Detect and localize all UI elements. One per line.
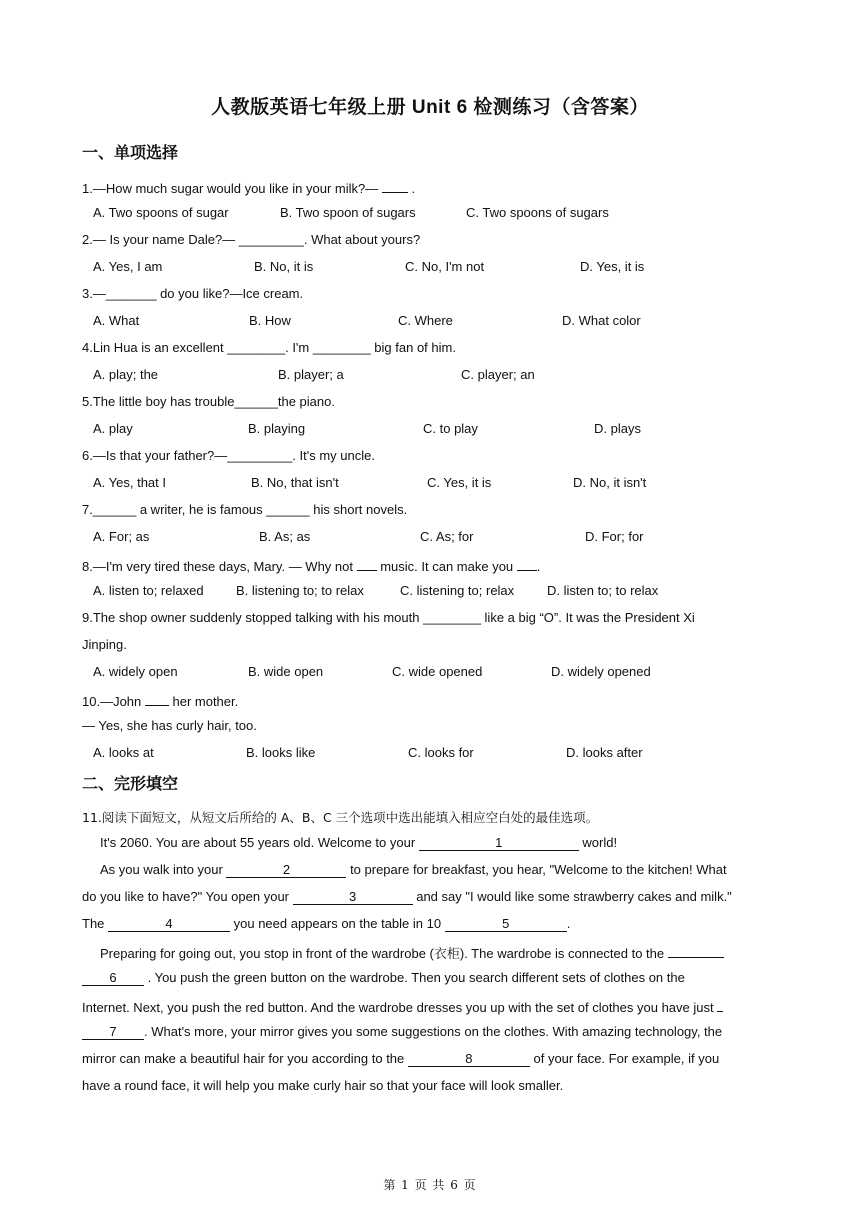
document-title: 人教版英语七年级上册 Unit 6 检测练习（含答案）	[211, 97, 649, 118]
question-10: 10.—John her mother.	[82, 691, 238, 709]
option-a: A. listen to; relaxed	[93, 583, 204, 598]
blank-2: 2	[226, 863, 346, 878]
option-a: A. looks at	[93, 745, 154, 760]
question-1: 1.—How much sugar would you like in your milk?— .	[82, 178, 415, 196]
question-11-instruction: 11.阅读下面短文，从短文后所给的 A、B、C 三个选项中选出能填入相应空白处的最佳选项。	[82, 810, 599, 825]
passage-line-5: Preparing for going out, you stop in front of the wardrobe (衣柜). The wardrobe is connected to the	[100, 943, 724, 962]
option-d: D. widely opened	[551, 664, 651, 679]
option-a: A. Yes, that I	[93, 475, 166, 490]
passage-line-9: mirror can make a beautiful hair for you according to the 8 of your face. For example, if you	[82, 1051, 720, 1066]
question-8-options	[93, 583, 793, 601]
question-8: 8.—I'm very tired these days, Mary. — Why not music. It can make you .	[82, 556, 540, 574]
blank-3: 3	[293, 890, 413, 905]
question-9-options	[93, 664, 793, 682]
option-d: D. What color	[562, 313, 641, 328]
passage-line-4: The 4 you need appears on the table in 10 5 .	[82, 916, 571, 931]
passage-line-10: have a round face, it will help you make curly hair so that your face will look smaller.	[82, 1078, 564, 1093]
option-c: C. looks for	[408, 745, 474, 760]
blank-8: 8	[408, 1052, 530, 1067]
question-3: 3.—_______ do you like?—Ice cream.	[82, 286, 304, 301]
section-heading-multiple-choice: 一、单项选择	[82, 145, 179, 162]
question-5-options	[93, 421, 793, 439]
option-d: D. No, it isn't	[573, 475, 647, 490]
question-6-options	[93, 475, 793, 493]
question-7: 7.______ a writer, he is famous ______ his short novels.	[82, 502, 408, 517]
question-9-line-2: Jinping.	[82, 637, 127, 652]
question-10-options	[93, 745, 793, 763]
blank-5: 5	[445, 917, 567, 932]
option-b: B. playing	[248, 421, 306, 436]
option-b: B. wide open	[248, 664, 324, 679]
blank-6: 6	[82, 971, 144, 986]
option-a: A. What	[93, 313, 140, 328]
option-a: A. widely open	[93, 664, 178, 679]
passage-line-6: 6 . You push the green button on the wardrobe. Then you search different sets of clothes on the	[82, 970, 685, 986]
option-b: B. As; as	[259, 529, 311, 544]
option-d: D. plays	[594, 421, 641, 436]
passage-line-7: Internet. Next, you push the red button. And the wardrobe dresses you up with the set of clothes you have just	[82, 997, 723, 1015]
option-b: B. looks like	[246, 745, 316, 760]
option-b: B. listening to; to relax	[236, 583, 364, 598]
option-b: B. No, that isn't	[251, 475, 339, 490]
page-footer: 第 1 页 共 6 页	[383, 1178, 477, 1192]
option-d: D. Yes, it is	[580, 259, 645, 274]
option-c: C. player; an	[461, 367, 535, 382]
option-b: B. How	[249, 313, 291, 328]
option-c: C. Where	[398, 313, 453, 328]
question-5: 5.The little boy has trouble______the piano.	[82, 394, 335, 409]
option-c: C. wide opened	[392, 664, 483, 679]
option-a: A. play	[93, 421, 133, 436]
option-b: B. Two spoon of sugars	[280, 205, 416, 220]
option-c: C. listening to; relax	[400, 583, 515, 598]
option-b: B. No, it is	[254, 259, 314, 274]
option-b: B. player; a	[278, 367, 344, 382]
option-a: A. Two spoons of sugar	[93, 205, 229, 220]
option-a: A. Yes, I am	[93, 259, 163, 274]
option-d: D. For; for	[585, 529, 644, 544]
option-c: C. As; for	[420, 529, 474, 544]
question-1-options	[93, 205, 793, 223]
option-c: C. Yes, it is	[427, 475, 492, 490]
question-3-options	[93, 313, 793, 331]
option-d: D. looks after	[566, 745, 643, 760]
option-d: D. listen to; to relax	[547, 583, 659, 598]
passage-line-2: As you walk into your 2 to prepare for breakfast, you hear, "Welcome to the kitchen! What	[100, 862, 727, 877]
question-6: 6.—Is that your father?—_________. It's my uncle.	[82, 448, 375, 463]
option-a: A. For; as	[93, 529, 150, 544]
option-c: C. Two spoons of sugars	[466, 205, 609, 220]
question-4: 4.Lin Hua is an excellent ________. I'm ________ big fan of him.	[82, 340, 456, 355]
question-4-options	[93, 367, 793, 385]
blank-4: 4	[108, 917, 230, 932]
passage-line-8: 7 . What's more, your mirror gives you some suggestions on the clothes. With amazing technology, the	[82, 1024, 722, 1040]
option-a: A. play; the	[93, 367, 159, 382]
question-2: 2.— Is your name Dale?— _________. What about yours?	[82, 232, 421, 247]
option-c: C. No, I'm not	[405, 259, 485, 274]
question-9-line-1: 9.The shop owner suddenly stopped talking with his mouth ________ like a big “O”. It was the President Xi	[82, 610, 695, 625]
blank-7: 7	[82, 1025, 144, 1040]
question-2-options	[93, 259, 793, 277]
blank-1: 1	[419, 836, 579, 851]
question-10-line-2: — Yes, she has curly hair, too.	[82, 718, 257, 733]
passage-line-1: It's 2060. You are about 55 years old. Welcome to your 1 world!	[100, 835, 618, 850]
question-7-options	[93, 529, 793, 547]
section-heading-cloze: 二、完形填空	[82, 776, 179, 793]
passage-line-3: do you like to have?" You open your 3 and say "I would like some strawberry cakes and milk."	[82, 889, 732, 904]
option-c: C. to play	[423, 421, 478, 436]
